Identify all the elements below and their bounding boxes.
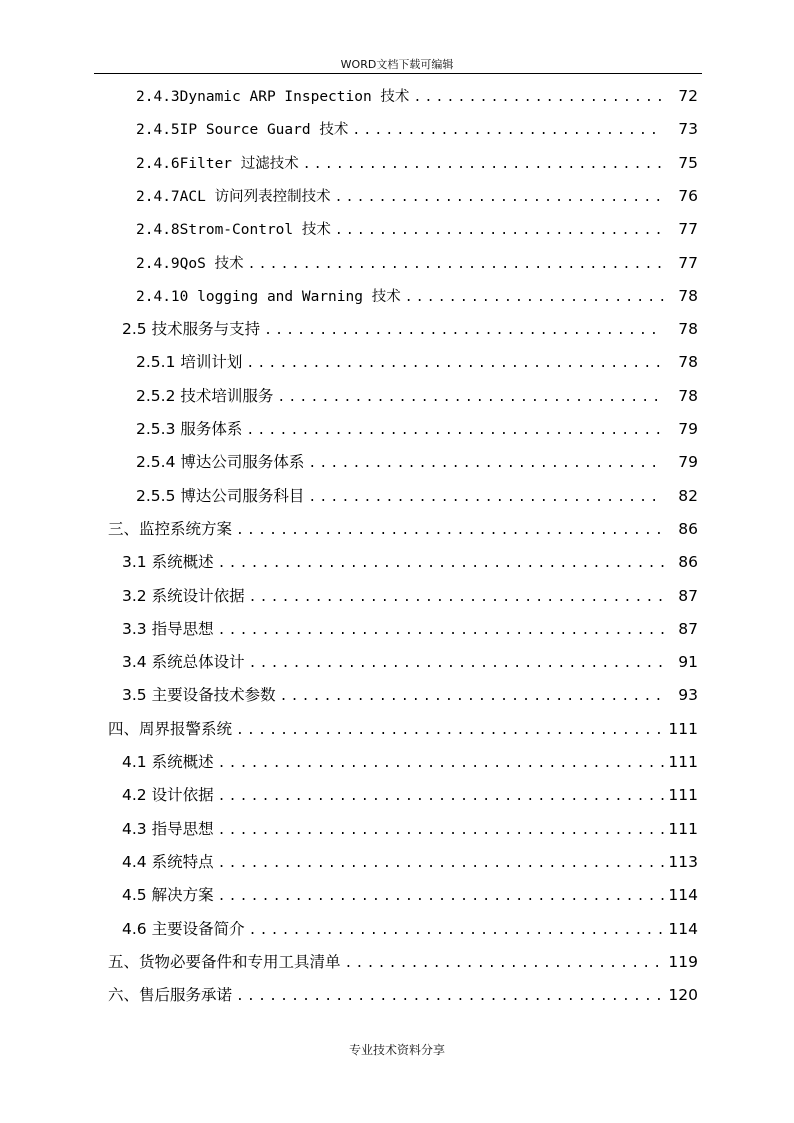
toc-dot-leader [218, 880, 664, 913]
toc-entry[interactable] [136, 247, 698, 280]
toc-dot-leader [352, 114, 664, 147]
toc-entry-page: 78 [678, 353, 698, 372]
toc-dot-leader [335, 181, 664, 214]
toc-entry-title: 三、监控系统方案 [108, 519, 233, 538]
toc-entry[interactable] [122, 746, 698, 779]
toc-entry[interactable] [136, 180, 698, 213]
toc-entry[interactable] [122, 313, 698, 346]
toc-entry-title: 2.4.6Filter 过滤技术 [136, 155, 299, 172]
page-header: WORD文档下载可编辑 [340, 58, 454, 71]
toc-entry-page: 111 [668, 753, 698, 771]
toc-dot-leader [236, 980, 664, 1013]
toc-entry-title: 4.5 解决方案 [122, 886, 214, 905]
toc-entry[interactable] [136, 480, 698, 513]
toc-entry-page: 119 [668, 952, 698, 971]
toc-entry-title: 2.5.3 服务体系 [136, 420, 243, 438]
toc-entry-title: 2.4.8Strom-Control 技术 [136, 222, 331, 239]
toc-dot-leader [218, 847, 664, 880]
toc-entry-page: 87 [678, 586, 698, 605]
toc-dot-leader [249, 647, 664, 680]
toc-dot-leader [413, 81, 664, 114]
toc-entry-title: 六、售后服务承诺 [108, 986, 233, 1005]
toc-entry-title: 2.5.5 博达公司服务科目 [136, 486, 305, 505]
toc-entry-title: 4.3 指导思想 [122, 819, 214, 838]
toc-entry-title: 2.4.3Dynamic ARP Inspection 技术 [136, 89, 410, 105]
toc-dot-leader [218, 747, 664, 780]
toc-entry[interactable] [122, 580, 698, 613]
toc-entry-page: 82 [678, 486, 698, 505]
toc-entry[interactable] [122, 913, 698, 946]
toc-entry[interactable] [108, 946, 698, 979]
toc-entry[interactable] [122, 546, 698, 579]
toc-entry-page: 78 [678, 320, 698, 339]
toc-entry-page: 77 [678, 253, 698, 272]
toc-entry-title: 2.4.7ACL 访问列表控制技术 [136, 188, 331, 205]
toc-entry-title: 2.4.9QoS 技术 [136, 255, 244, 272]
toc-entry-title: 2.5.2 技术培训服务 [136, 386, 274, 405]
toc-entry[interactable] [122, 679, 698, 712]
toc-dot-leader [280, 680, 664, 713]
toc-entry-page: 75 [678, 153, 698, 172]
toc-dot-leader [345, 947, 664, 980]
toc-entry-page: 86 [678, 553, 698, 572]
toc-dot-leader [308, 447, 664, 480]
toc-dot-leader [303, 148, 664, 181]
toc-entry-title: 2.5.4 博达公司服务体系 [136, 453, 305, 472]
toc-entry[interactable] [136, 147, 698, 180]
toc-entry-page: 111 [668, 719, 698, 738]
toc-entry-page: 111 [668, 786, 698, 805]
toc-dot-leader [264, 314, 664, 347]
toc-dot-leader [277, 381, 664, 414]
toc-entry[interactable] [122, 646, 698, 679]
toc-dot-leader [249, 581, 664, 614]
toc-entry[interactable] [136, 80, 698, 113]
toc-entry-title: 3.1 系统概述 [122, 553, 214, 572]
toc-entry-page: 73 [678, 120, 698, 139]
toc-entry-title: 3.5 主要设备技术参数 [122, 686, 276, 705]
toc-entry-page: 78 [678, 286, 698, 305]
toc-entry-page: 72 [678, 87, 698, 105]
toc-entry-page: 120 [668, 986, 698, 1005]
toc-entry-page: 79 [678, 420, 698, 438]
toc-dot-leader [236, 514, 664, 547]
toc-dot-leader [249, 914, 664, 947]
toc-dot-leader [218, 547, 664, 580]
toc-entry[interactable] [136, 413, 698, 446]
toc-dot-leader [248, 248, 664, 281]
toc-entry-title: 2.5.1 培训计划 [136, 353, 243, 372]
toc-entry-page: 76 [678, 186, 698, 205]
toc-entry-page: 87 [678, 619, 698, 638]
toc-entry[interactable] [136, 280, 698, 313]
toc-dot-leader [218, 780, 664, 813]
toc-entry-title: 4.2 设计依据 [122, 786, 214, 805]
toc-entry-title: 4.6 主要设备简介 [122, 919, 245, 938]
toc-entry-title: 3.4 系统总体设计 [122, 653, 245, 672]
toc-entry[interactable] [122, 879, 698, 912]
toc-entry[interactable] [136, 113, 698, 146]
toc-entry-page: 113 [668, 852, 698, 871]
toc-dot-leader [218, 614, 664, 647]
header-divider [94, 73, 702, 74]
toc-entry-page: 111 [668, 819, 698, 838]
toc-entry-title: 2.4.10 logging and Warning 技术 [136, 288, 401, 305]
toc-entry-title: 3.2 系统设计依据 [122, 586, 245, 605]
toc-entry[interactable] [108, 513, 698, 546]
toc-entry[interactable] [136, 346, 698, 379]
toc-entry-page: 91 [678, 653, 698, 672]
toc-entry-title: 四、周界报警系统 [108, 719, 233, 738]
toc-entry-page: 77 [678, 220, 698, 239]
toc-entry-title: 2.4.5IP Source Guard 技术 [136, 122, 349, 139]
toc-entry-title: 4.1 系统概述 [122, 753, 214, 771]
toc-entry-page: 79 [678, 453, 698, 472]
page-footer: 专业技术资料分享 [348, 1043, 445, 1057]
toc-entry[interactable] [136, 446, 698, 479]
toc-dot-leader [246, 347, 664, 380]
toc-entry-page: 114 [668, 919, 698, 938]
toc-entry[interactable] [108, 979, 698, 1012]
toc-entry[interactable] [122, 846, 698, 879]
toc-dot-leader [335, 214, 664, 247]
toc-entry[interactable] [136, 380, 698, 413]
toc-dot-leader [308, 481, 664, 514]
toc-entry-page: 86 [678, 519, 698, 538]
toc-entry-title: 五、货物必要备件和专用工具清单 [108, 952, 341, 971]
toc-dot-leader [405, 281, 664, 314]
toc-entry[interactable] [122, 779, 698, 812]
toc-entry[interactable] [136, 213, 698, 246]
toc-entry-title: 2.5 技术服务与支持 [122, 320, 261, 339]
toc-entry[interactable] [108, 713, 698, 746]
toc-entry[interactable] [122, 613, 698, 646]
toc-entry-page: 78 [678, 386, 698, 405]
toc-entry-page: 114 [668, 886, 698, 905]
toc-dot-leader [218, 814, 664, 847]
toc-dot-leader [246, 414, 664, 447]
toc-entry-title: 3.3 指导思想 [122, 619, 214, 638]
toc-entry[interactable] [122, 813, 698, 846]
toc-entry-page: 93 [678, 686, 698, 705]
toc-dot-leader [236, 714, 664, 747]
toc-entry-title: 4.4 系统特点 [122, 852, 214, 871]
